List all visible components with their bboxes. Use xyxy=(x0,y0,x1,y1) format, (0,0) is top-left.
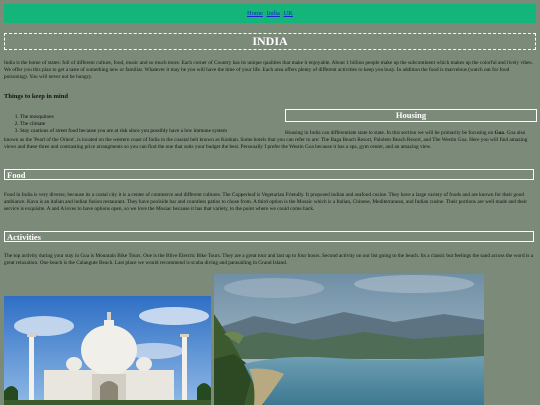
taj-mahal-photo xyxy=(4,296,211,405)
housing-heading: Housing xyxy=(285,109,537,122)
food-paragraph: Food in India is very diverse, because its a costal city it is a center of commerce and different cultures. The Copperleaf is Vegetarian Friendly. It proposed indian and seafood cusine. They have a large variety of foods and are known for their good ambiance. Kava is an italian and indian fusion restaurant. They have poolside bar and countless patios to chose from. A third option is the Mosaic which is a Italian, Chinese, Mediterranean, and Indian cusine. Their portions are well made and their service is exquisite. A and A loves to have options open, so we love the Mosiac because it has that variety, to the point where we could come back. xyxy=(4,192,528,213)
page-title: INDIA xyxy=(4,33,536,50)
list-item: 1. The mosquitoes xyxy=(20,114,227,121)
list-item: 3. Stay cautious of street food because you are at risk since you possibly have a low immune system xyxy=(20,128,227,135)
activities-paragraph: The top activity during your stay in Goa is Mountain Bike Tours. One is the Blive Electric Bike Tours. They are a great tour and last up to four hours. Second activity on our list going to the beach. Its a classic but feelings the sand across the word is a great relaxation. One beach is the Calangute Beach. Last place we would recommend is scuba diving and parasailing in Grand Island. xyxy=(4,253,534,267)
housing-text-rest: . Goa also known as the 'Pearl of the Orient', is located on the western coast of India in the coastal belt known as Konkan. Some hotels that you can refer to are: The Baga Beach Resort, Palolem Beach Resort, and The Westin Goa. Here you will find amazing views and these three and contrasting price arrangments so you can find the one that suits your budget the best. Personally I prefer the Westin Goa because it has a spa, gym center, and an amazing view. xyxy=(4,130,528,151)
nav-link-india[interactable]: India xyxy=(266,10,280,17)
lake-valley-photo xyxy=(214,274,484,405)
nav-link-home[interactable]: Home xyxy=(247,10,263,17)
top-nav-bar xyxy=(4,4,536,23)
activities-heading: Activities xyxy=(4,231,534,242)
keep-in-mind-heading: Things to keep in mind xyxy=(4,93,68,100)
housing-goa-bold: Goa xyxy=(494,130,504,136)
intro-paragraph: India is the home of states: full of different culture, food, music and so much more. Each corner of Country has its unique qualities that make it enjoyable. About 1 billion people make up the subcontinent which makes up the colorful and lively vibes. We offer you this plan to get a taste of something new or familiar. Whatever it may be you will have the time of your life. Each area offers plenty of different activities to keep you busy. In addition the food is marvelous (watch out for food poisoning). You will never not be hungry. xyxy=(4,60,533,81)
food-heading: Food xyxy=(4,169,534,180)
housing-paragraph xyxy=(4,130,534,151)
nav-link-uk[interactable]: UK xyxy=(283,10,293,17)
housing-text-start: Housing in India can differentiate state to state. In this section we will be primarily be focusing on xyxy=(285,130,495,136)
list-item: 2. The climate xyxy=(20,121,227,128)
